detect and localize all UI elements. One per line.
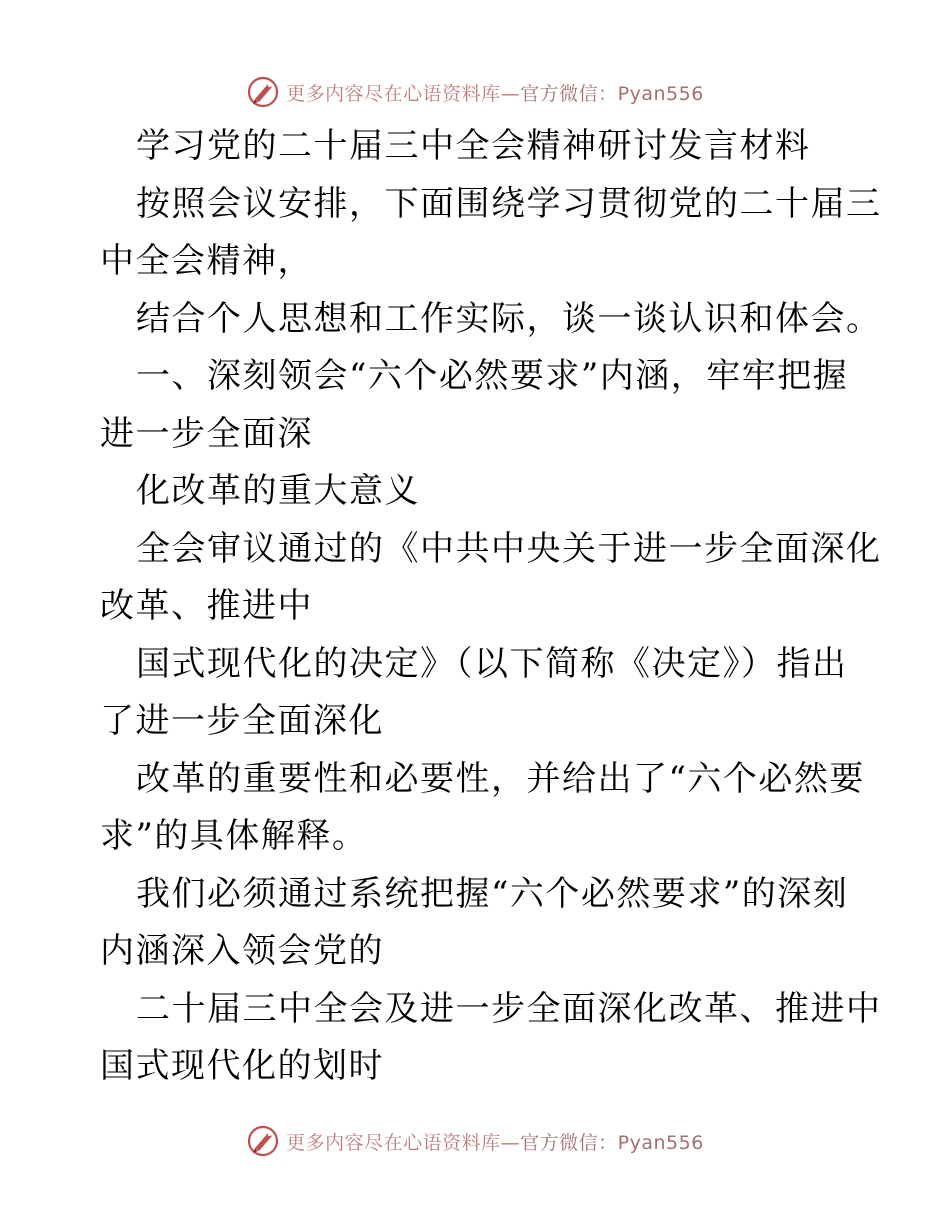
text-line: 我们必须通过系统把握“六个必然要求”的深刻 bbox=[136, 873, 849, 914]
text-line: 国式现代化的决定》（以下简称《决定》）指出 bbox=[136, 643, 848, 684]
text-line: 求”的具体解释。 bbox=[100, 816, 368, 856]
watermark-banner-bottom bbox=[0, 1121, 950, 1161]
text-line: 改革、推进中 bbox=[100, 586, 313, 626]
text-line: 内涵深入领会党的 bbox=[100, 931, 384, 971]
pen-logo-icon bbox=[246, 75, 280, 109]
text-line: 了进一步全面深化 bbox=[100, 701, 384, 741]
text-line: 国式现代化的划时 bbox=[100, 1046, 384, 1086]
watermark-text-bottom: 更多内容尽在心语资料库—官方微信：Pyan556 bbox=[286, 1131, 704, 1154]
text-line: 改革的重要性和必要性，并给出了“六个必然要 bbox=[136, 758, 865, 799]
text-line: 二十届三中全会及进一步全面深化改革、推进中 bbox=[136, 988, 882, 1029]
watermark-banner-top bbox=[0, 72, 950, 112]
text-line: 中全会精神， bbox=[100, 241, 313, 281]
document-body bbox=[100, 118, 882, 1096]
text-line: 一、深刻领会“六个必然要求”内涵，牢牢把握 bbox=[136, 356, 849, 396]
text-line: 进一步全面深 bbox=[100, 413, 313, 454]
text-line: 按照会议安排，下面围绕学习贯彻党的二十届三 bbox=[136, 183, 882, 224]
text-line: 全会审议通过的《中共中央关于进一步全面深化 bbox=[136, 528, 882, 569]
document-title: 学习党的二十届三中全会精神研讨发言材料 bbox=[136, 126, 811, 166]
text-line: 化改革的重大意义 bbox=[136, 471, 420, 511]
pen-logo-icon bbox=[246, 1124, 280, 1158]
watermark-text-top: 更多内容尽在心语资料库—官方微信：Pyan556 bbox=[286, 82, 704, 105]
text-line: 结合个人思想和工作实际，谈一谈认识和体会。 bbox=[136, 298, 882, 339]
